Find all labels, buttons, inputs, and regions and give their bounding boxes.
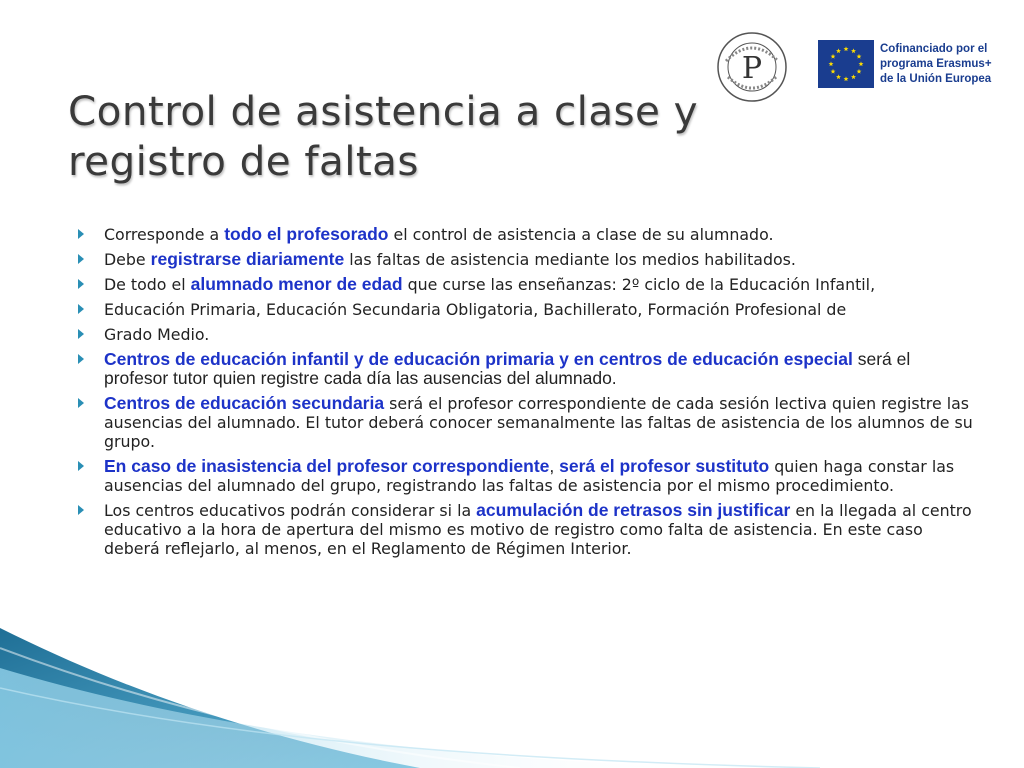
bullet-text: Corresponde a xyxy=(104,225,225,244)
bullet-item xyxy=(76,275,976,294)
bullet-item xyxy=(76,350,976,388)
title-line: Control de asistencia a clase y xyxy=(68,87,699,135)
bullet-text: será el profesor correspondiente de cada sesión lectiva quien registre las ausencias del alumnado. El tutor deberá conocer semanalmente las faltas de asistencia de los alumnos de su grupo. xyxy=(104,394,973,451)
highlighted-text: acumulación de retrasos sin justificar xyxy=(476,500,791,520)
eu-caption-line: de la Unión Europea xyxy=(880,72,992,85)
triangle-right-icon xyxy=(78,304,84,314)
eu-flag-icon xyxy=(818,40,874,88)
triangle-right-icon xyxy=(78,398,84,408)
slide-title xyxy=(68,86,968,186)
svg-text:P: P xyxy=(741,51,763,86)
triangle-right-icon xyxy=(78,229,84,239)
bullet-item xyxy=(76,300,976,319)
eu-caption-line: Cofinanciado por el xyxy=(880,42,988,55)
highlighted-text: Centros de educación infantil y de educación primaria y en centros de educación especial xyxy=(104,349,853,369)
highlighted-text: será el profesor sustituto xyxy=(559,456,770,476)
bullet-text: el control de asistencia a clase de su alumnado. xyxy=(388,225,774,244)
bullet-item xyxy=(76,225,976,244)
highlighted-text: todo el profesorado xyxy=(224,224,389,244)
bullet-text: las faltas de asistencia mediante los medios habilitados. xyxy=(344,250,796,269)
title-line: registro de faltas xyxy=(68,137,419,185)
bullet-text: que curse las enseñanzas: 2º ciclo de la Educación Infantil, xyxy=(402,275,876,294)
bullet-item xyxy=(76,501,976,558)
bullet-text: quien haga constar las ausencias del alumnado del grupo, registrando las faltas de asistencia por el mismo procedimiento. xyxy=(104,457,955,495)
triangle-right-icon xyxy=(78,461,84,471)
bullet-text: Educación Primaria, Educación Secundaria Obligatoria, Bachillerato, Formación Profesional de xyxy=(104,300,847,319)
highlighted-text: En caso de inasistencia del profesor correspondiente xyxy=(104,456,550,476)
bullet-item xyxy=(76,325,976,344)
bullet-item xyxy=(76,394,976,451)
bullet-text: , xyxy=(549,456,560,476)
highlighted-text: registrarse diariamente xyxy=(150,249,345,269)
bullet-item xyxy=(76,250,976,269)
eu-cofunding-logo xyxy=(818,38,992,90)
eu-caption xyxy=(880,42,992,87)
triangle-right-icon xyxy=(78,505,84,515)
highlighted-text: Centros de educación secundaria xyxy=(104,393,385,413)
triangle-right-icon xyxy=(78,254,84,264)
decorative-wave xyxy=(0,628,1024,768)
bullet-item xyxy=(76,457,976,495)
triangle-right-icon xyxy=(78,329,84,339)
bullet-text: será el profesor tutor quien registre cada día las ausencias del alumnado. xyxy=(104,349,911,388)
bullet-text: De todo el xyxy=(104,275,191,294)
triangle-right-icon xyxy=(78,279,84,289)
eu-caption-line: programa Erasmus+ xyxy=(880,57,992,70)
bullet-text: Los centros educativos podrán considerar si la xyxy=(104,501,477,520)
bullet-text: en la llegada al centro educativo a la hora de apertura del mismo es motivo de registro como falta de asistencia. En este caso deberá reflejarlo, al menos, en el Reglamento de Régimen Interior. xyxy=(104,501,972,558)
bullet-text: Debe xyxy=(104,250,151,269)
highlighted-text: alumnado menor de edad xyxy=(190,274,403,294)
triangle-right-icon xyxy=(78,354,84,364)
bullet-list xyxy=(76,225,976,564)
bullet-text: Grado Medio. xyxy=(104,325,210,344)
